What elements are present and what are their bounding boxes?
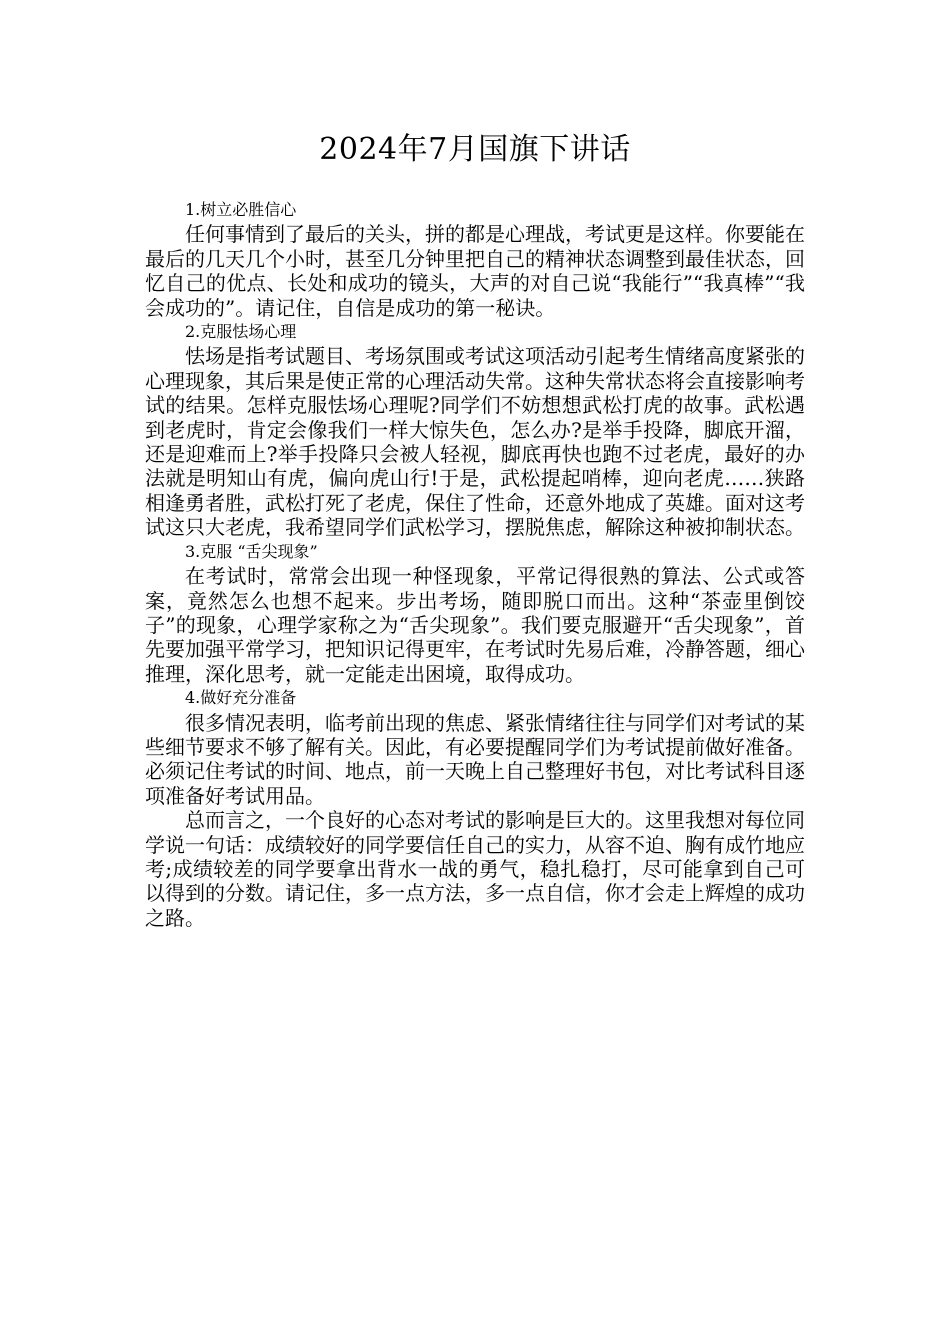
section-heading: 3.克服 “舌尖现象”	[185, 541, 318, 561]
section-1	[145, 198, 805, 320]
section-4	[145, 686, 805, 930]
section-paragraph: 任何事情到了最后的关头，拼的都是心理战，考试更是这样。你要能在最后的几天几个小时，甚至几分钟里把自己的精神状态调整到最佳状态，回忆自己的优点、长处和成功的镜头，大声的对自己说“我能行”“我真棒”“我会成功的”。请记住，自信是成功的第一秘诀。	[145, 222, 805, 320]
section-2	[145, 320, 805, 540]
section-paragraph: 很多情况表明，临考前出现的焦虑、紧张情绪往往与同学们对考试的某些细节要求不够了解有关。因此，有必要提醒同学们为考试提前做好准备。必须记住考试的时间、地点，前一天晚上自己整理好书包，对比考试科目逐项准备好考试用品。	[145, 710, 805, 808]
section-heading: 4.做好充分准备	[185, 688, 297, 708]
section-heading: 1.树立必胜信心	[185, 200, 297, 219]
section-paragraph: 怯场是指考试题目、考场氛围或考试这项活动引起考生情绪高度紧张的心理现象，其后果是使正常的心理活动失常。这种失常状态将会直接影响考试的结果。怎样克服怯场心理呢?同学们不妨想想武松打虎的故事。武松遇到老虎时，肯定会像我们一样大惊失色，怎么办?是举手投降，脚底开溜，还是迎难而上?举手投降只会被人轻视，脚底再快也跑不过老虎，最好的办法就是明知山有虎，偏向虎山行!于是，武松提起哨棒，迎向老虎……狭路相逢勇者胜，武松打死了老虎，保住了性命，还意外地成了英雄。面对这考试这只大老虎，我希望同学们武松学习，摆脱焦虑，解除这种被抑制状态。	[145, 344, 805, 540]
conclusion-paragraph: 总而言之，一个良好的心态对考试的影响是巨大的。这里我想对每位同学说一句话：成绩较好的同学要信任自己的实力，从容不迫、胸有成竹地应考;成绩较差的同学要拿出背水一战的勇气，稳扎稳打，尽可能拿到自己可以得到的分数。请记住，多一点方法，多一点自信，你才会走上辉煌的成功之路。	[145, 808, 805, 930]
document-page	[145, 128, 805, 930]
section-3	[145, 540, 805, 686]
document-title: 2024年7月国旗下讲话	[319, 132, 631, 167]
section-heading: 2.克服怯场心理	[185, 322, 297, 342]
section-paragraph: 在考试时，常常会出现一种怪现象，平常记得很熟的算法、公式或答案，竟然怎么也想不起来。步出考场，随即脱口而出。这种“茶壶里倒饺子”的现象，心理学家称之为“舌尖现象”。我们要克服避开“舌尖现象”，首先要加强平常学习，把知识记得更牢，在考试时先易后难，冷静答题，细心推理，深化思考，就一定能走出困境，取得成功。	[145, 564, 805, 686]
